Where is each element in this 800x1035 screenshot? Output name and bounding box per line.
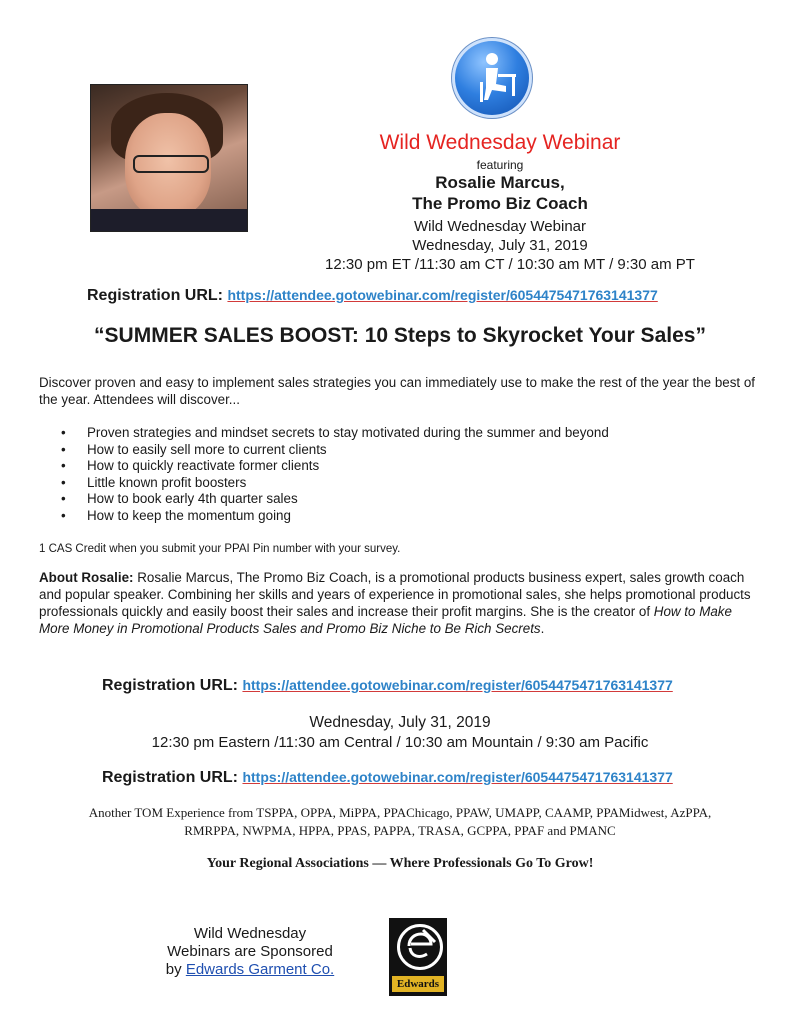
featuring-label: featuring	[476, 158, 524, 172]
about-label: About Rosalie:	[39, 570, 134, 585]
about-books: How to Make More Money in Promotional Products Sales and Promo Biz Niche to Be Rich Secrets	[39, 604, 732, 636]
registration-line	[102, 677, 742, 695]
sponsor-line1: Wild Wednesday	[193, 925, 307, 942]
event-date: Wednesday, July 31, 2019	[412, 237, 588, 254]
registration-link[interactable]: https://attendee.gotowebinar.com/register/6054475471763141377	[242, 769, 673, 785]
headline: “SUMMER SALES BOOST: 10 Steps to Skyrocket Your Sales”	[94, 324, 706, 347]
cas-credit-note: 1 CAS Credit when you submit your PPAI Pin number with your survey.	[39, 543, 401, 555]
webinar-title: Wild Wednesday Webinar	[379, 131, 621, 154]
edwards-logo-icon[interactable]	[389, 918, 447, 996]
sponsor-line2: Webinars are Sponsored	[167, 943, 333, 960]
tagline: Your Regional Associations — Where Professionals Go To Grow!	[206, 856, 594, 871]
list-item: • How to keep the momentum going	[39, 508, 759, 525]
speaker-title: The Promo Biz Coach	[412, 194, 588, 213]
registration-link[interactable]: https://attendee.gotowebinar.com/register/6054475471763141377	[242, 677, 673, 693]
event-times: 12:30 pm ET /11:30 am CT / 10:30 am MT / 9:30 am PT	[325, 256, 695, 273]
registration-label: Registration URL:	[87, 287, 223, 304]
about-text: Rosalie Marcus, The Promo Biz Coach, is a promotional products business expert, sales growth coach and popular speaker. Combining her skills and years of experience in promotional sales, she helps promotional products professionals quickly and easily boost their sales and increase their profit margins. She is the creator of	[39, 570, 751, 619]
person-at-desk-icon	[452, 38, 532, 118]
event-name: Wild Wednesday Webinar	[413, 218, 587, 235]
list-item: • How to book early 4th quarter sales	[39, 491, 759, 508]
registration-line	[102, 769, 742, 787]
registration-label: Registration URL:	[102, 769, 238, 786]
list-item: • How to easily sell more to current clients	[39, 442, 759, 459]
about-paragraph	[39, 569, 765, 637]
sponsor-by: by	[165, 961, 186, 978]
intro-paragraph: Discover proven and easy to implement sales strategies you can immediately use to make the rest of the year the best of the year. Attendees will discover...	[39, 375, 756, 407]
list-item: • Little known profit boosters	[39, 475, 759, 492]
registration-label: Registration URL:	[102, 677, 238, 694]
edwards-logo-text: Edwards	[392, 976, 444, 992]
list-item: • How to quickly reactivate former clients	[39, 458, 759, 475]
sponsor-link[interactable]: Edwards Garment Co.	[185, 961, 335, 978]
speaker-photo	[90, 84, 248, 232]
sponsor-line3	[150, 961, 350, 979]
sponsor-text	[150, 925, 350, 979]
registration-link[interactable]: https://attendee.gotowebinar.com/register/6054475471763141377	[227, 287, 658, 303]
speaker-name: Rosalie Marcus,	[435, 173, 565, 192]
registration-line	[87, 287, 727, 305]
associations-list: Another TOM Experience from TSPPA, OPPA, MiPPA, PPAChicago, PPAW, UMAPP, CAAMP, PPAMidwest, AzPPA, RMRPPA, NWPMA, HPPA, PPAS, PAPPA, TRASA, GCPPA, PPAF and PMANC	[88, 805, 712, 838]
about-end: .	[540, 621, 545, 636]
event-date-repeat: Wednesday, July 31, 2019	[309, 714, 491, 731]
event-times-full: 12:30 pm Eastern /11:30 am Central / 10:30 am Mountain / 9:30 am Pacific	[151, 734, 649, 751]
bullet-list	[39, 425, 759, 525]
list-item: • Proven strategies and mindset secrets to stay motivated during the summer and beyond	[39, 425, 759, 442]
